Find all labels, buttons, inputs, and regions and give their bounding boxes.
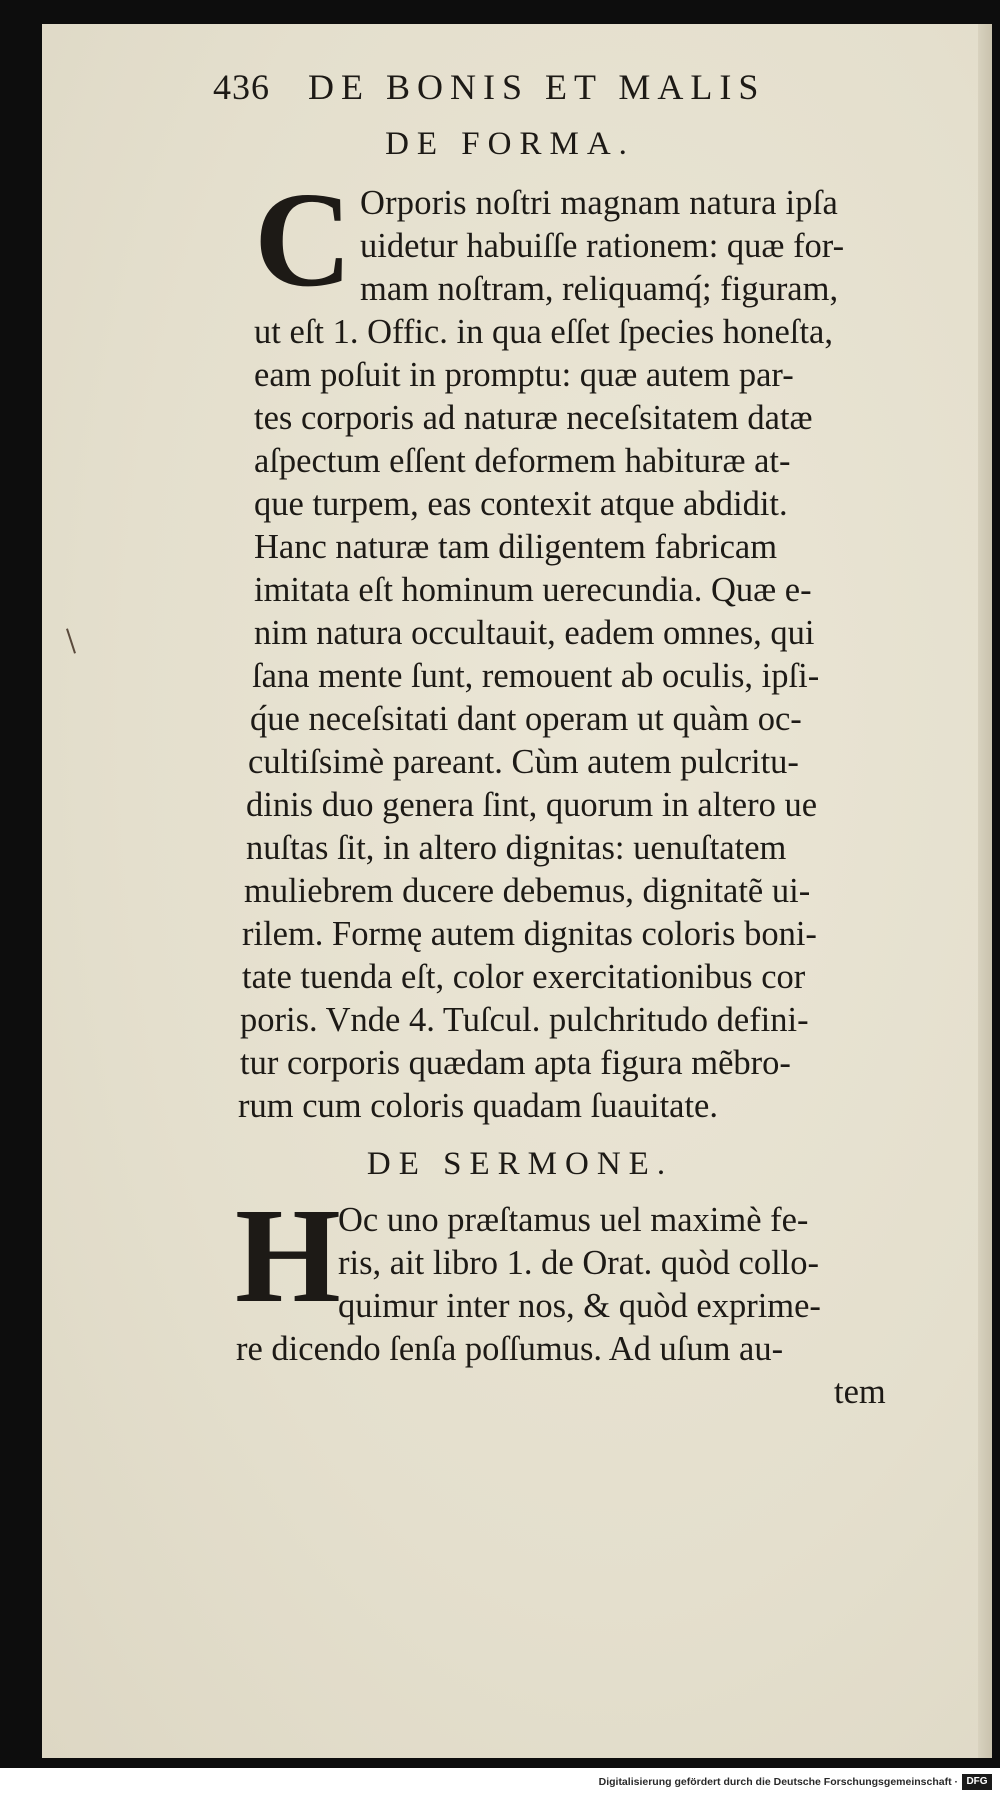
text-line: muliebrem ducere debemus, dignitatẽ ui- [244, 872, 811, 910]
page-number: 436 [213, 67, 270, 107]
text-line: imitata eſt hominum uerecundia. Quæ e- [254, 571, 812, 609]
page-edge [978, 24, 992, 1758]
text-line: rilem. Formę autem dignitas coloris boni- [242, 915, 817, 953]
text-line: eam poſuit in promptu: quæ autem par- [254, 356, 794, 394]
text-line: quimur inter nos, & quòd exprime- [338, 1287, 821, 1325]
text-line: poris. Vnde 4. Tuſcul. pulchritudo defini- [240, 1001, 809, 1039]
text-line: dinis duo genera ſint, quorum in altero ue [246, 786, 818, 824]
text-line: cultiſsimè pareant. Cùm autem pulcritu- [248, 743, 799, 781]
text-line: ris, ait libro 1. de Orat. quòd collo- [338, 1244, 819, 1282]
text-line: tes corporis ad naturæ neceſsitatem datæ [254, 399, 813, 437]
footer-bar [0, 1768, 1000, 1799]
text-line: mam noſtram, reliquamq́; figuram, [360, 270, 839, 308]
text-line: rum cum coloris quadam ſuauitate. [238, 1087, 718, 1125]
text-line: nuſtas ſit, in altero dignitas: uenuſtatem [246, 829, 787, 867]
text-line: ut eſt 1. Offic. in qua eſſet ſpecies honeſta, [254, 313, 833, 351]
text-line: Oc uno præſtamus uel maximè fe- [338, 1201, 809, 1239]
text-line: tate tuenda eſt, color exercitationibus cor [242, 958, 806, 996]
text-line: uidetur habuiſſe rationem: quæ for- [360, 227, 845, 265]
text-line: aſpectum eſſent deformem habituræ at- [254, 442, 791, 480]
running-head [213, 66, 863, 112]
catchword: tem [834, 1373, 886, 1411]
text-line: q́ue neceſsitati dant operam ut quàm oc- [250, 700, 802, 738]
dropcap-c: C [254, 165, 353, 315]
section-title-sermone: DE SERMONE. [366, 1146, 674, 1182]
text-line: Hanc naturæ tam diligentem fabricam [254, 528, 778, 566]
text-line: re dicendo ſenſa poſſumus. Ad uſum au- [236, 1330, 784, 1368]
section-title-forma: DE FORMA. [385, 126, 635, 162]
text-line: que turpem, eas contexit atque abdidit. [254, 485, 788, 523]
text-line: Orporis noſtri magnam natura ipſa [360, 184, 838, 222]
text-line: ſana mente ſunt, remouent ab oculis, ipſi- [252, 657, 820, 695]
running-title: DE BONIS ET MALIS [308, 67, 766, 107]
dropcap-h: H [235, 1181, 341, 1331]
text-line: nim natura occultauit, eadem omnes, qui [254, 614, 815, 652]
text-line: tur corporis quædam apta figura mẽbro- [240, 1044, 791, 1082]
dfg-logo: DFG [962, 1774, 992, 1790]
footer-credit: Digitalisierung gefördert durch die Deutsche Forschungsgemeinschaft · [598, 1776, 958, 1788]
